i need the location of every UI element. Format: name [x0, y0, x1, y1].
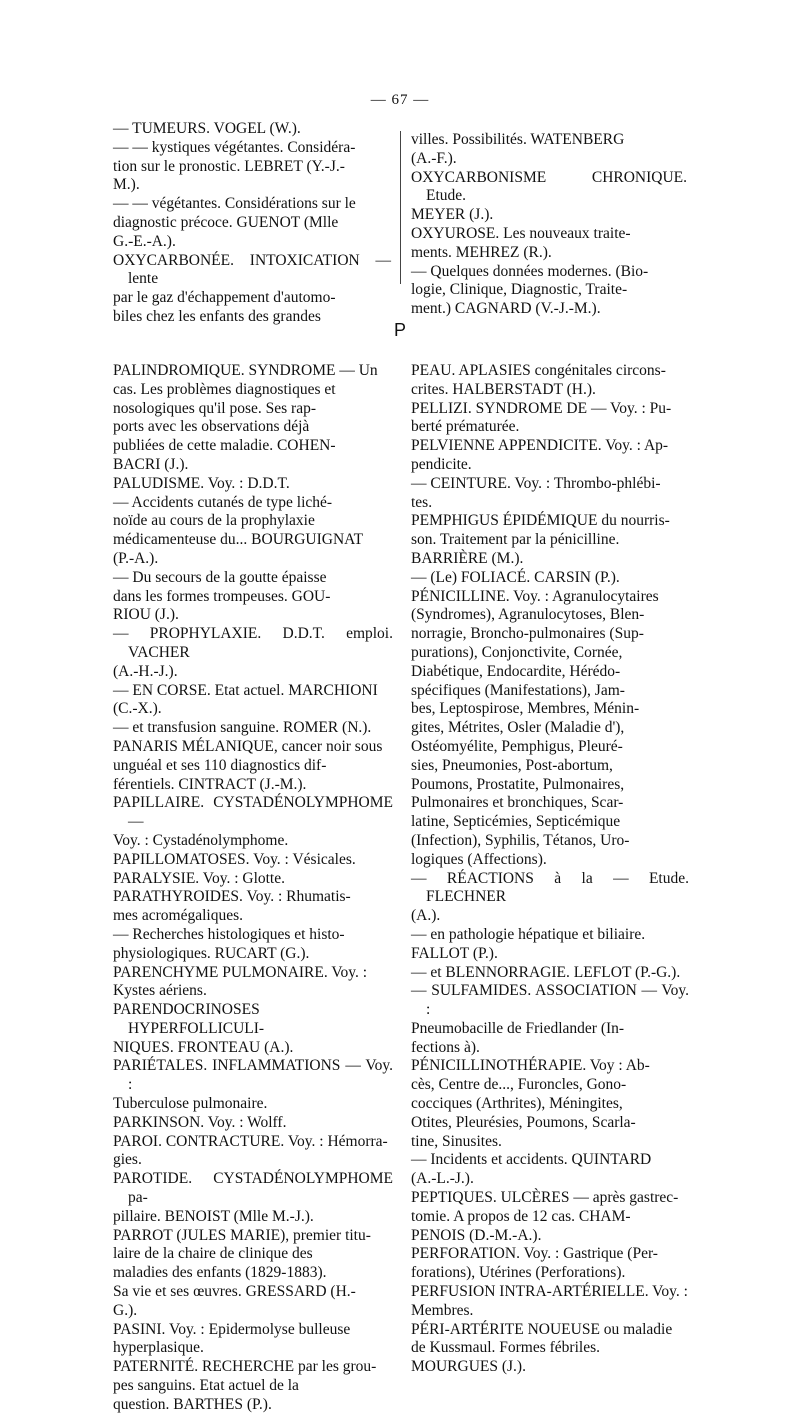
entry-line: BACRI (J.). [113, 455, 189, 473]
entry-line: PEMPHIGUS ÉPIDÉMIQUE du nourris- [411, 512, 670, 530]
entry-line: (A.-H.-J.). [113, 662, 178, 680]
entry-line: PANARIS MÉLANIQUE, cancer noir sous [113, 737, 383, 755]
entry-line: (C.-X.). [113, 700, 162, 718]
entry-line: hyperplasique. [113, 1339, 204, 1357]
entry-line: NIQUES. FRONTEAU (A.). [113, 1038, 294, 1056]
index-entry [113, 888, 393, 926]
index-entry [113, 120, 391, 195]
index-entry [411, 982, 689, 1057]
entry-line: ments. MEHREZ (R.). [411, 243, 552, 261]
entry-line: maladies des enfants (1829-1883). [113, 1264, 327, 1282]
entry-line: pes sanguins. Etat actuel de la [113, 1377, 299, 1395]
entry-line: berté prématurée. [411, 418, 520, 436]
index-entry [411, 1245, 689, 1283]
entry-line: — Recherches histologiques et histo- [113, 925, 345, 943]
index-entry [113, 870, 393, 889]
entry-line: de Kussmaul. Formes fébriles. [411, 1339, 600, 1357]
entry-line: — RÉACTIONS à la — Etude. FLECHNER [411, 869, 689, 906]
index-entry [113, 1057, 393, 1113]
entry-line: PEAU. APLASIES congénitales circons- [411, 362, 666, 379]
entry-line: G.-E.-A.). [113, 232, 176, 250]
entry-line: férentiels. CINTRACT (J.-M.). [113, 775, 307, 793]
entry-line: OXYUROSE. Les nouveaux traite- [411, 224, 631, 242]
entry-line: noïde au cours de la prophylaxie [113, 512, 315, 530]
index-entry [411, 512, 689, 568]
entry-line: PARALYSIE. Voy. : Glotte. [113, 869, 285, 887]
entry-line: OXYCARBONISME CHRONIQUE. Etude. [411, 168, 687, 205]
entry-line: FALLOT (P.). [411, 944, 498, 962]
index-entry [411, 1151, 689, 1189]
entry-line: Sa vie et ses œuvres. GRESSARD (H.- [113, 1283, 356, 1301]
index-entry [113, 1321, 393, 1359]
entry-line: PARATHYROIDES. Voy. : Rhumatis- [113, 888, 351, 906]
entry-line: tes. [411, 493, 433, 511]
index-entry [411, 964, 689, 983]
entry-line: logiques (Affections). [411, 850, 547, 868]
entry-line: — Du secours de la goutte épaisse [113, 568, 327, 586]
entry-line: Kystes aériens. [113, 982, 207, 1000]
entry-line: PATERNITÉ. RECHERCHE par les grou- [113, 1358, 377, 1376]
entry-line: ports avec les observations déjà [113, 418, 310, 436]
entry-line: — (Le) FOLIACÉ. CARSIN (P.). [411, 568, 620, 586]
index-entry [113, 794, 393, 850]
entry-line: MEYER (J.). [411, 206, 494, 224]
entry-line: nosologiques qu'il pose. Ses rap- [113, 399, 316, 417]
section-letter: P [393, 320, 406, 340]
index-entry [113, 252, 391, 327]
entry-line: pendicite. [411, 455, 472, 473]
entry-line: pillaire. BENOIST (Mlle M.-J.). [113, 1207, 314, 1225]
entry-line: G.). [113, 1301, 138, 1319]
index-entry [113, 926, 393, 964]
entry-line: diagnostic précoce. GUENOT (Mlle [113, 213, 339, 231]
entry-line: (Syndromes), Agranulocytoses, Blen- [411, 606, 645, 624]
entry-line: — Incidents et accidents. QUINTARD [411, 1151, 652, 1169]
entry-line: PEPTIQUES. ULCÈRES — après gastrec- [411, 1189, 679, 1207]
entry-line: bes, Leptospirose, Membres, Ménin- [411, 700, 640, 718]
index-entry [411, 437, 689, 475]
entry-line: cocciques (Arthrites), Méningites, [411, 1095, 623, 1113]
entry-line: Voy. : Cystadénolymphome. [113, 831, 289, 849]
entry-line: PARENCHYME PULMONAIRE. Voy. : [113, 963, 368, 981]
entry-line: MOURGUES (J.). [411, 1358, 526, 1376]
entry-line: physiologiques. RUCART (G.). [113, 944, 310, 962]
entry-line: par le gaz d'échappement d'automo- [113, 289, 336, 307]
entry-line: PARROT (JULES MARIE), premier titu- [113, 1226, 371, 1244]
entry-line: cas. Les problèmes diagnostiques et [113, 380, 336, 398]
index-entry [113, 1001, 393, 1057]
entry-line: laire de la chaire de clinique des [113, 1245, 313, 1263]
entry-line: mes acromégaliques. [113, 907, 243, 925]
index-column-top-left [113, 120, 391, 327]
entry-line: (A.). [411, 907, 441, 925]
entry-line: Diabétique, Endocardite, Hérédo- [411, 662, 621, 680]
entry-line: logie, Clinique, Diagnostic, Traite- [411, 281, 628, 299]
index-entry [113, 1227, 393, 1321]
index-entry [411, 926, 689, 964]
entry-line: PARIÉTALES. INFLAMMATIONS — Voy. : [113, 1057, 393, 1094]
entry-line: forations), Utérines (Perforations). [411, 1264, 626, 1282]
index-entry [113, 569, 393, 625]
entry-line: PASINI. Voy. : Epidermolyse bulleuse [113, 1320, 351, 1338]
index-entry [113, 1358, 393, 1414]
index-entry [113, 1133, 393, 1171]
entry-line: PAROTIDE. CYSTADÉNOLYMPHOME pa- [113, 1170, 393, 1207]
entry-line: PENOIS (D.-M.-A.). [411, 1226, 542, 1244]
entry-line: spécifiques (Manifestations), Jam- [411, 681, 625, 699]
index-column-top-right [411, 131, 687, 319]
entry-line: (A.-L.-J.). [411, 1170, 474, 1188]
entry-line: PELLIZI. SYNDROME DE — Voy. : Pu- [411, 399, 672, 417]
index-entry [411, 569, 689, 588]
entry-line: — et BLENNORRAGIE. LEFLOT (P.-G.). [411, 963, 681, 981]
entry-line: — SULFAMIDES. ASSOCIATION — Voy. : [411, 982, 689, 1019]
entry-line: médicamenteuse du... BOURGUIGNAT [113, 531, 364, 549]
entry-line: villes. Possibilités. WATENBERG [411, 131, 625, 148]
entry-line: gites, Métrites, Osler (Maladie d'), [411, 719, 625, 737]
entry-line: — — végétantes. Considérations sur le [113, 195, 356, 213]
index-entry [411, 475, 689, 513]
entry-line: Otites, Pleurésies, Poumons, Scarla- [411, 1113, 636, 1131]
entry-line: sies, Pneumonies, Post-abortum, [411, 756, 613, 774]
index-entry [411, 1057, 689, 1151]
entry-line: Poumons, Prostatite, Pulmonaires, [411, 775, 625, 793]
entry-line: PAROI. CONTRACTURE. Voy. : Hémorra- [113, 1132, 388, 1150]
index-entry [411, 1321, 689, 1377]
entry-line: PERFUSION INTRA-ARTÉRIELLE. Voy. : [411, 1283, 688, 1301]
index-entry [411, 1189, 689, 1245]
index-entry [113, 964, 393, 1002]
entry-line: tine, Sinusites. [411, 1132, 502, 1150]
entry-line: norragie, Broncho-pulmonaires (Sup- [411, 625, 644, 643]
entry-line: — Accidents cutanés de type liché- [113, 493, 333, 511]
index-entry [113, 851, 393, 870]
entry-line: gies. [113, 1151, 142, 1169]
index-entry [411, 362, 689, 400]
index-entry [113, 719, 393, 738]
entry-line: — et transfusion sanguine. ROMER (N.). [113, 719, 372, 737]
entry-line: biles chez les enfants des grandes [113, 307, 321, 325]
entry-line: PELVIENNE APPENDICITE. Voy. : Ap- [411, 437, 669, 455]
entry-line: unguéal et ses 110 diagnostics dif- [113, 756, 327, 774]
entry-line: OXYCARBONÉE. INTOXICATION — lente [113, 251, 391, 288]
index-entry [113, 475, 393, 494]
index-column-bottom-right [411, 362, 689, 1377]
entry-line: tion sur le pronostic. LEBRET (Y.-J.- [113, 157, 345, 175]
entry-line: — Quelques données modernes. (Bio- [411, 262, 649, 280]
index-entry [113, 494, 393, 569]
entry-line: latine, Septicémies, Septicémique [411, 813, 621, 831]
index-entry [113, 362, 393, 475]
entry-line: — — kystiques végétantes. Considéra- [113, 138, 356, 156]
index-entry [113, 738, 393, 794]
entry-line: tomie. A propos de 12 cas. CHAM- [411, 1207, 631, 1225]
entry-line: (A.-F.). [411, 149, 457, 167]
entry-line: — CEINTURE. Voy. : Thrombo-phlébi- [411, 474, 661, 492]
index-entry [411, 870, 689, 926]
entry-line: PERFORATION. Voy. : Gastrique (Per- [411, 1245, 658, 1263]
entry-line: purations), Conjonctivite, Cornée, [411, 643, 623, 661]
entry-line: PARENDOCRINOSES HYPERFOLLICULI- [113, 1001, 265, 1037]
entry-line: — TUMEURS. VOGEL (W.). [113, 120, 301, 137]
entry-line: question. BARTHES (P.). [113, 1395, 272, 1413]
entry-line: son. Traitement par la pénicilline. [411, 531, 620, 549]
entry-line: Pneumobacille de Friedlander (In- [411, 1019, 625, 1037]
entry-line: — en pathologie hépatique et biliaire. [411, 925, 646, 943]
entry-line: — PROPHYLAXIE. D.D.T. emploi. VACHER [113, 625, 393, 661]
index-column-bottom-left [113, 362, 393, 1415]
entry-line: Membres. [411, 1301, 474, 1319]
entry-line: PÉNICILLINOTHÉRAPIE. Voy : Ab- [411, 1057, 650, 1075]
entry-line: — EN CORSE. Etat actuel. MARCHIONI [113, 681, 378, 699]
index-entry [113, 1114, 393, 1133]
entry-line: PALINDROMIQUE. SYNDROME — Un [113, 362, 378, 379]
entry-line: Tuberculose pulmonaire. [113, 1095, 268, 1113]
entry-line: cès, Centre de..., Furoncles, Gono- [411, 1076, 627, 1094]
entry-line: Ostéomyélite, Pemphigus, Pleuré- [411, 737, 623, 755]
entry-line: RIOU (J.). [113, 606, 179, 624]
column-divider [400, 131, 401, 284]
entry-line: M.). [113, 176, 140, 194]
entry-line: dans les formes trompeuses. GOU- [113, 587, 331, 605]
entry-line: PÉNICILLINE. Voy. : Agranulocytaires [411, 587, 659, 605]
entry-line: PALUDISME. Voy. : D.D.T. [113, 474, 290, 492]
index-entry [411, 169, 687, 225]
entry-line: ment.) CAGNARD (V.-J.-M.). [411, 300, 601, 318]
entry-line: PARKINSON. Voy. : Wolff. [113, 1113, 287, 1131]
index-entry [411, 588, 689, 870]
entry-line: PAPILLOMATOSES. Voy. : Vésicales. [113, 850, 356, 868]
entry-line: fections à). [411, 1038, 480, 1056]
page-number: — 67 — [370, 92, 430, 108]
index-entry [113, 195, 391, 251]
index-entry [113, 1170, 393, 1226]
index-entry [411, 400, 689, 438]
entry-line: Pulmonaires et bronchiques, Scar- [411, 794, 624, 812]
index-entry [411, 263, 687, 319]
entry-line: (P.-A.). [113, 549, 159, 567]
entry-line: crites. HALBERSTADT (H.). [411, 380, 596, 398]
entry-line: BARRIÈRE (M.). [411, 549, 524, 567]
entry-line: publiées de cette maladie. COHEN- [113, 437, 336, 455]
index-entry [411, 1283, 689, 1321]
index-entry [113, 625, 393, 681]
index-entry [411, 225, 687, 263]
entry-line: PÉRI-ARTÉRITE NOUEUSE ou maladie [411, 1320, 673, 1338]
index-entry [113, 682, 393, 720]
index-entry [411, 131, 687, 169]
entry-line: PAPILLAIRE. CYSTADÉNOLYMPHOME — [113, 794, 393, 831]
entry-line: (Infection), Syphilis, Tétanos, Uro- [411, 831, 630, 849]
